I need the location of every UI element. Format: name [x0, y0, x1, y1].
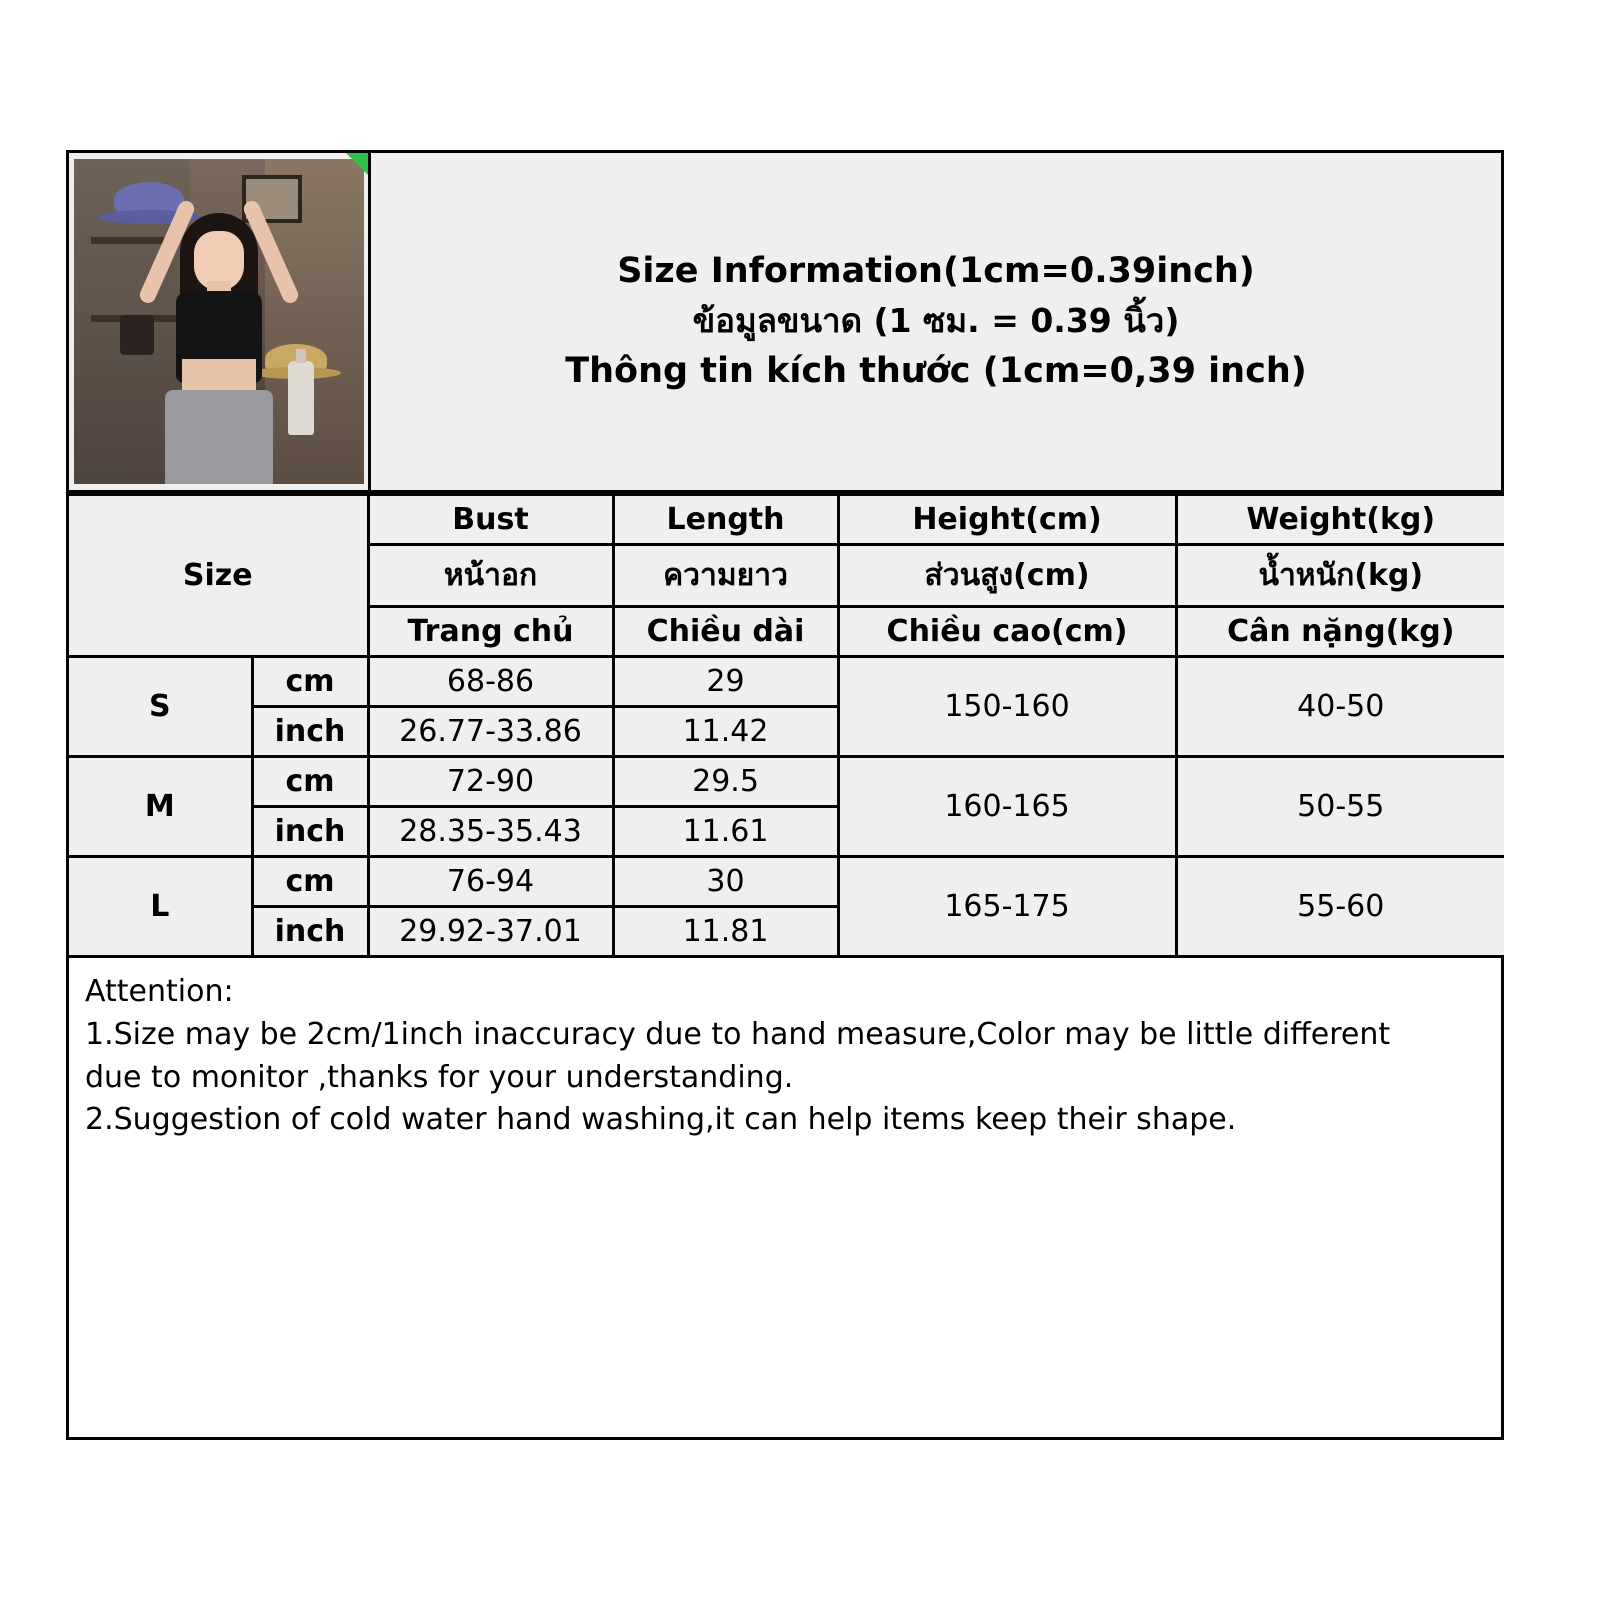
m-length-inch: 11.61 — [613, 807, 838, 857]
attention-line-1: 1.Size may be 2cm/1inch inaccuracy due to hand measure,Color may be little different — [85, 1016, 1391, 1052]
unit-cm: cm — [252, 857, 368, 907]
photo-model — [155, 172, 283, 484]
header-bust-en: Bust — [368, 495, 613, 545]
photo-bag — [120, 315, 154, 355]
title-english: Size Information(1cm=0.39inch) — [617, 250, 1255, 291]
product-photo — [74, 159, 364, 484]
attention-line-2: due to monitor ,thanks for your understanding. — [85, 1059, 794, 1095]
row-size-m: M — [69, 757, 252, 857]
header-bust-vi: Trang chủ — [368, 607, 613, 657]
m-height: 160-165 — [838, 757, 1176, 857]
s-height: 150-160 — [838, 657, 1176, 757]
green-corner-marker — [346, 153, 368, 175]
header-length-th: ความยาว — [613, 545, 838, 607]
size-header-cell: Size — [69, 495, 368, 657]
m-weight: 50-55 — [1176, 757, 1504, 857]
attention-heading: Attention: — [85, 974, 234, 1009]
l-length-inch: 11.81 — [613, 907, 838, 957]
header-length-en: Length — [613, 495, 838, 545]
l-height: 165-175 — [838, 857, 1176, 957]
s-bust-cm: 68-86 — [368, 657, 613, 707]
size-chart-frame — [66, 150, 1504, 1440]
header-height-en: Height(cm) — [838, 495, 1176, 545]
header-bust-th: หน้าอก — [368, 545, 613, 607]
photo-model-pants — [165, 390, 273, 484]
m-bust-cm: 72-90 — [368, 757, 613, 807]
s-weight: 40-50 — [1176, 657, 1504, 757]
unit-cm: cm — [252, 757, 368, 807]
header-length-vi: Chiều dài — [613, 607, 838, 657]
unit-inch: inch — [252, 807, 368, 857]
unit-inch: inch — [252, 707, 368, 757]
photo-bottle — [288, 361, 314, 435]
unit-cm: cm — [252, 657, 368, 707]
m-length-cm: 29.5 — [613, 757, 838, 807]
size-table — [69, 493, 1504, 958]
chart-header-row — [69, 153, 1501, 493]
title-block — [371, 153, 1501, 490]
row-size-l: L — [69, 857, 252, 957]
header-height-th: ส่วนสูง(cm) — [838, 545, 1176, 607]
header-weight-vi: Cân nặng(kg) — [1176, 607, 1504, 657]
photo-model-waist — [182, 359, 256, 393]
attention-line-3: 2.Suggestion of cold water hand washing,it can help items keep their shape. — [85, 1102, 1237, 1138]
table-row — [69, 857, 1504, 907]
header-weight-en: Weight(kg) — [1176, 495, 1504, 545]
table-header-row-en — [69, 495, 1504, 545]
l-bust-cm: 76-94 — [368, 857, 613, 907]
header-height-vi: Chiều cao(cm) — [838, 607, 1176, 657]
s-length-cm: 29 — [613, 657, 838, 707]
product-photo-cell — [69, 153, 371, 490]
attention-block — [69, 958, 1501, 1141]
unit-inch: inch — [252, 907, 368, 957]
title-thai: ข้อมูลขนาด (1 ซม. = 0.39 นิ้ว) — [692, 301, 1180, 341]
s-length-inch: 11.42 — [613, 707, 838, 757]
table-row — [69, 657, 1504, 707]
title-vietnamese: Thông tin kích thước (1cm=0,39 inch) — [565, 350, 1307, 391]
m-bust-inch: 28.35-35.43 — [368, 807, 613, 857]
s-bust-inch: 26.77-33.86 — [368, 707, 613, 757]
l-bust-inch: 29.92-37.01 — [368, 907, 613, 957]
table-row — [69, 757, 1504, 807]
header-weight-th: น้ำหนัก(kg) — [1176, 545, 1504, 607]
l-weight: 55-60 — [1176, 857, 1504, 957]
l-length-cm: 30 — [613, 857, 838, 907]
row-size-s: S — [69, 657, 252, 757]
